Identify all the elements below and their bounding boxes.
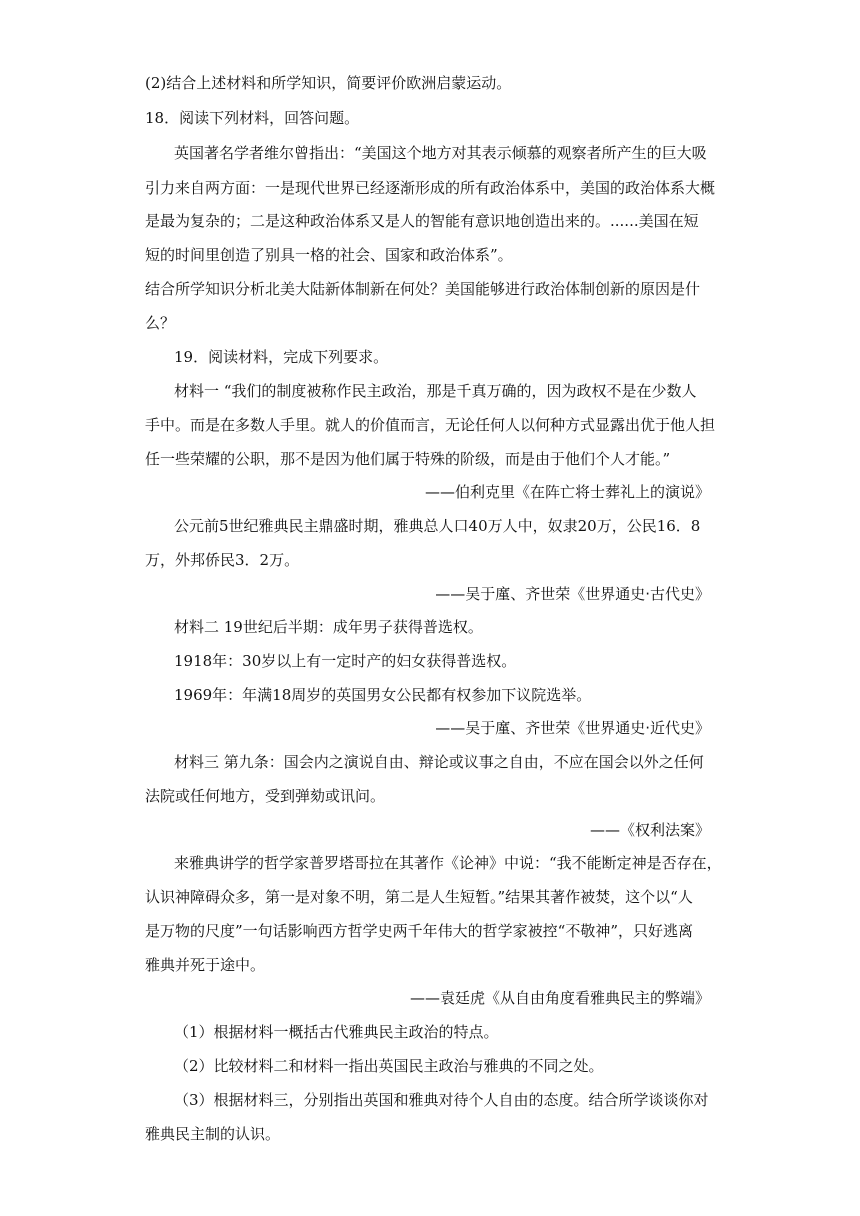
material1-line: 任一些荣耀的公职，那不是因为他们属于特殊的阶级，而是由于他们个人才能。” bbox=[145, 450, 671, 468]
q19-title: 19．阅读材料，完成下列要求。 bbox=[174, 348, 389, 366]
material1-line: 材料一 “我们的制度被称作民主政治，那是千真万确的，因为政权不是在少数人 bbox=[174, 382, 697, 400]
q19-subquestion-1: （1）根据材料一概括古代雅典民主政治的特点。 bbox=[174, 1023, 499, 1041]
material3-line: 来雅典讲学的哲学家普罗塔哥拉在其著作《论神》中说：“我不能断定神是否存在， bbox=[174, 854, 722, 872]
q19-subquestion-3-cont: 雅典民主制的认识。 bbox=[145, 1125, 281, 1143]
q19-subquestion-3: （3）根据材料三，分别指出英国和雅典对待个人自由的态度。结合所学谈谈你对 bbox=[174, 1091, 709, 1109]
material2-line: 1918年：30岁以上有一定时产的妇女获得普选权。 bbox=[174, 652, 517, 670]
material3-line: 认识神障碍众多，第一是对象不明，第二是人生短暂。”结果其著作被焚，这个以“人 bbox=[145, 888, 693, 906]
material1-line: 万，外邦侨民3．2万。 bbox=[145, 551, 300, 569]
material3-line: 是万物的尺度”一句话影响西方哲学史两千年伟大的哲学家被控“不敬神”，只好逃离 bbox=[145, 922, 694, 940]
material3-line: 法院或任何地方，受到弹劾或讯问。 bbox=[145, 787, 386, 805]
material3-line: 雅典并死于途中。 bbox=[145, 956, 266, 974]
q18-material-line: 短的时间里创造了别具一格的社会、国家和政治体系”。 bbox=[145, 246, 513, 264]
material2-line: 1969年：年满18周岁的英国男女公民都有权参加下议院选举。 bbox=[174, 686, 592, 704]
material3-line: 材料三 第九条：国会内之演说自由、辩论或议事之自由，不应在国会以外之任何 bbox=[174, 753, 704, 771]
q18-material-line: 引力来自两方面：一是现代世界已经逐渐形成的所有政治体系中，美国的政治体系大概 bbox=[145, 179, 716, 197]
material2-line: 材料二 19世纪后半期：成年男子获得普选权。 bbox=[174, 618, 483, 636]
material2-source: ——吴于廑、齐世荣《世界通史·近代史》 bbox=[435, 719, 710, 737]
material1-line: 公元前5世纪雅典民主鼎盛时期，雅典总人口40万人中，奴隶20万，公民16．8 bbox=[174, 517, 701, 535]
material1-source: ——伯利克里《在阵亡将士葬礼上的演说》 bbox=[424, 483, 710, 501]
q18-question-line: 么？ bbox=[145, 314, 176, 332]
material1-line: 手中。而是在多数人手里。就人的价值而言，无论任何人以何种方式显露出优于他人担 bbox=[145, 416, 716, 434]
material1-source: ——吴于廑、齐世荣《世界通史·古代史》 bbox=[435, 585, 710, 603]
q18-material-line: 是最为复杂的；二是这种政治体系又是人的智能有意识地创造出来的。......美国在短 bbox=[145, 212, 699, 230]
q18-question-line: 结合所学知识分析北美大陆新体制新在何处？美国能够进行政治体制创新的原因是什 bbox=[145, 280, 701, 298]
q17-part2: (2)结合上述材料和所学知识，简要评价欧洲启蒙运动。 bbox=[145, 74, 512, 92]
q18-title: 18．阅读下列材料，回答问题。 bbox=[145, 109, 360, 127]
material3-source: ——袁廷虎《从自由角度看雅典民主的弊端》 bbox=[409, 989, 710, 1007]
q18-material-line: 英国著名学者维尔曾指出：“美国这个地方对其表示倾慕的观察者所产生的巨大吸 bbox=[174, 144, 707, 162]
material3-source: ——《权利法案》 bbox=[589, 821, 710, 839]
q19-subquestion-2: （2）比较材料二和材料一指出英国民主政治与雅典的不同之处。 bbox=[174, 1057, 604, 1075]
